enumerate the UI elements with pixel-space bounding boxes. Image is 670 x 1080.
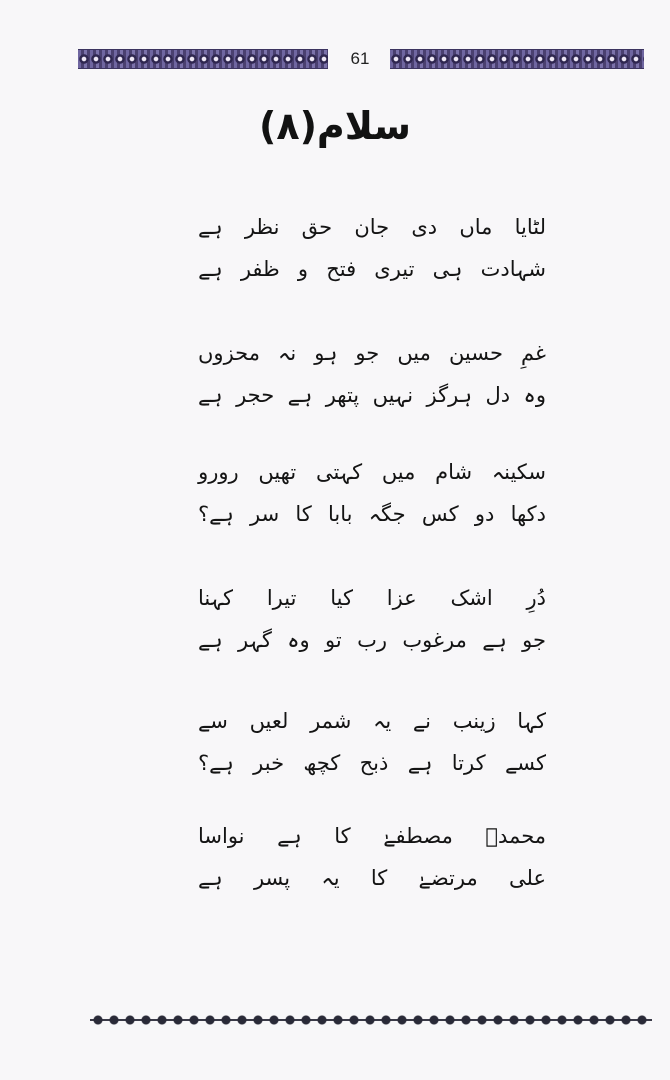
verse-word: خبر (253, 751, 285, 775)
ornamental-border-right (390, 49, 644, 69)
verse-word: ہو (314, 341, 338, 365)
verse-word: غمِ (521, 341, 546, 365)
verse-word: بابا (328, 502, 353, 526)
verse-word: ظفر (240, 257, 280, 281)
ornamental-border-left (78, 49, 328, 69)
verse-word: رب (357, 628, 388, 652)
verse-word: لٹایا (514, 215, 546, 239)
verse-word: جان (354, 215, 390, 239)
verse-word: حسین (448, 341, 503, 365)
verse-word: ہے (277, 824, 302, 848)
stanza (198, 332, 546, 416)
verse-word: دکھا (510, 502, 546, 526)
verse-word: دی (411, 215, 438, 239)
verse-word: ہے؟ (198, 502, 234, 526)
verse-word: کسے (504, 751, 546, 775)
verse-line (198, 700, 546, 742)
verse-word: ہرگز (426, 383, 473, 407)
verse-word: نظر (244, 215, 280, 239)
verse-line (198, 857, 546, 899)
verse-word: دل (485, 383, 511, 407)
verse-word: ہے (482, 628, 507, 652)
verse-word: کہتی (315, 460, 363, 484)
verse-line (198, 248, 546, 290)
verse-word: کہا (517, 709, 546, 733)
verse-word: پتھر (325, 383, 360, 407)
verse-word: ہی (432, 257, 463, 281)
stanza (198, 577, 546, 661)
verse-word: نے (412, 709, 432, 733)
verse-word: شہادت (480, 257, 546, 281)
verse-word: دُرِ (526, 586, 546, 610)
stanza (198, 815, 546, 899)
verse-word: مصطفےٰ (383, 824, 453, 848)
page-header (78, 44, 644, 74)
verse-line (198, 493, 546, 535)
verse-word: کہنا (198, 586, 234, 610)
verse-word: ہے (198, 866, 223, 890)
verse-word: عزا (386, 586, 417, 610)
verse-line (198, 374, 546, 416)
verse-word: و (297, 257, 309, 281)
verse-word: شمر (310, 709, 352, 733)
verse-word: کا (370, 866, 388, 890)
verse-word: زینب (452, 709, 496, 733)
verse-word: پسر (253, 866, 291, 890)
verse-word: اشک (450, 586, 493, 610)
verse-line (198, 619, 546, 661)
verse-line (198, 815, 546, 857)
verse-word: سے (198, 709, 228, 733)
verse-word: ماں (459, 215, 493, 239)
verse-word: علی (509, 866, 546, 890)
verse-word: لعیں (249, 709, 289, 733)
verse-word: کچھ (303, 751, 341, 775)
verse-word: جو (355, 341, 380, 365)
verse-word: محزوں (198, 341, 260, 365)
verse-word: دو (474, 502, 495, 526)
stanza (198, 451, 546, 535)
verse-word: یہ (373, 709, 392, 733)
verse-word: مرتضےٰ (418, 866, 478, 890)
verse-word: سکینہ (491, 460, 546, 484)
page-number: 61 (350, 49, 370, 68)
verse-word: تھیں (258, 460, 297, 484)
verse-word: ذبح (359, 751, 389, 775)
verse-word: نہیں (372, 383, 414, 407)
verse-line (198, 451, 546, 493)
verse-word: رورو (198, 460, 239, 484)
verse-word: ہے (198, 215, 223, 239)
verse-word: کا (295, 502, 312, 526)
footer-ornament (90, 1012, 652, 1028)
verse-word: وہ (523, 383, 546, 407)
verse-word: حجر (236, 383, 275, 407)
verse-word: میں (381, 460, 416, 484)
verse-word: کا (334, 824, 351, 848)
verse-word: یہ (321, 866, 340, 890)
stanza (198, 700, 546, 784)
verse-word: سر (249, 502, 280, 526)
verse-word: ہے (407, 751, 433, 775)
verse-word: تیرا (266, 586, 297, 610)
verse-word: نہ (278, 341, 297, 365)
verse-word: میں (397, 341, 431, 365)
verse-line (198, 332, 546, 374)
verse-word: کرتا (451, 751, 486, 775)
verse-line (198, 577, 546, 619)
poem-title: سلام(۸) (258, 104, 412, 148)
verse-word: محمدؐ (485, 824, 546, 848)
verse-word: ہے (198, 628, 223, 652)
verse-word: تیری (374, 257, 415, 281)
verse-word: وہ (287, 628, 310, 652)
verse-word: ہے (198, 257, 223, 281)
verse-word: حق (301, 215, 333, 239)
verse-word: تو (325, 628, 342, 652)
verse-line (198, 742, 546, 784)
verse-word: جگہ (368, 502, 406, 526)
verse-word: ہے (198, 383, 223, 407)
verse-word: فتح (326, 257, 357, 281)
verse-word: گہر (237, 628, 272, 652)
verse-word: کس (421, 502, 459, 526)
stanza (198, 206, 546, 290)
verse-word: کیا (330, 586, 353, 610)
verse-word: مرغوب (402, 628, 467, 652)
verse-word: جو (522, 628, 546, 652)
verse-word: شام (435, 460, 473, 484)
verse-line (198, 206, 546, 248)
verse-word: ہے؟ (198, 751, 234, 775)
verse-word: نواسا (198, 824, 245, 848)
verse-word: ہے (287, 383, 313, 407)
